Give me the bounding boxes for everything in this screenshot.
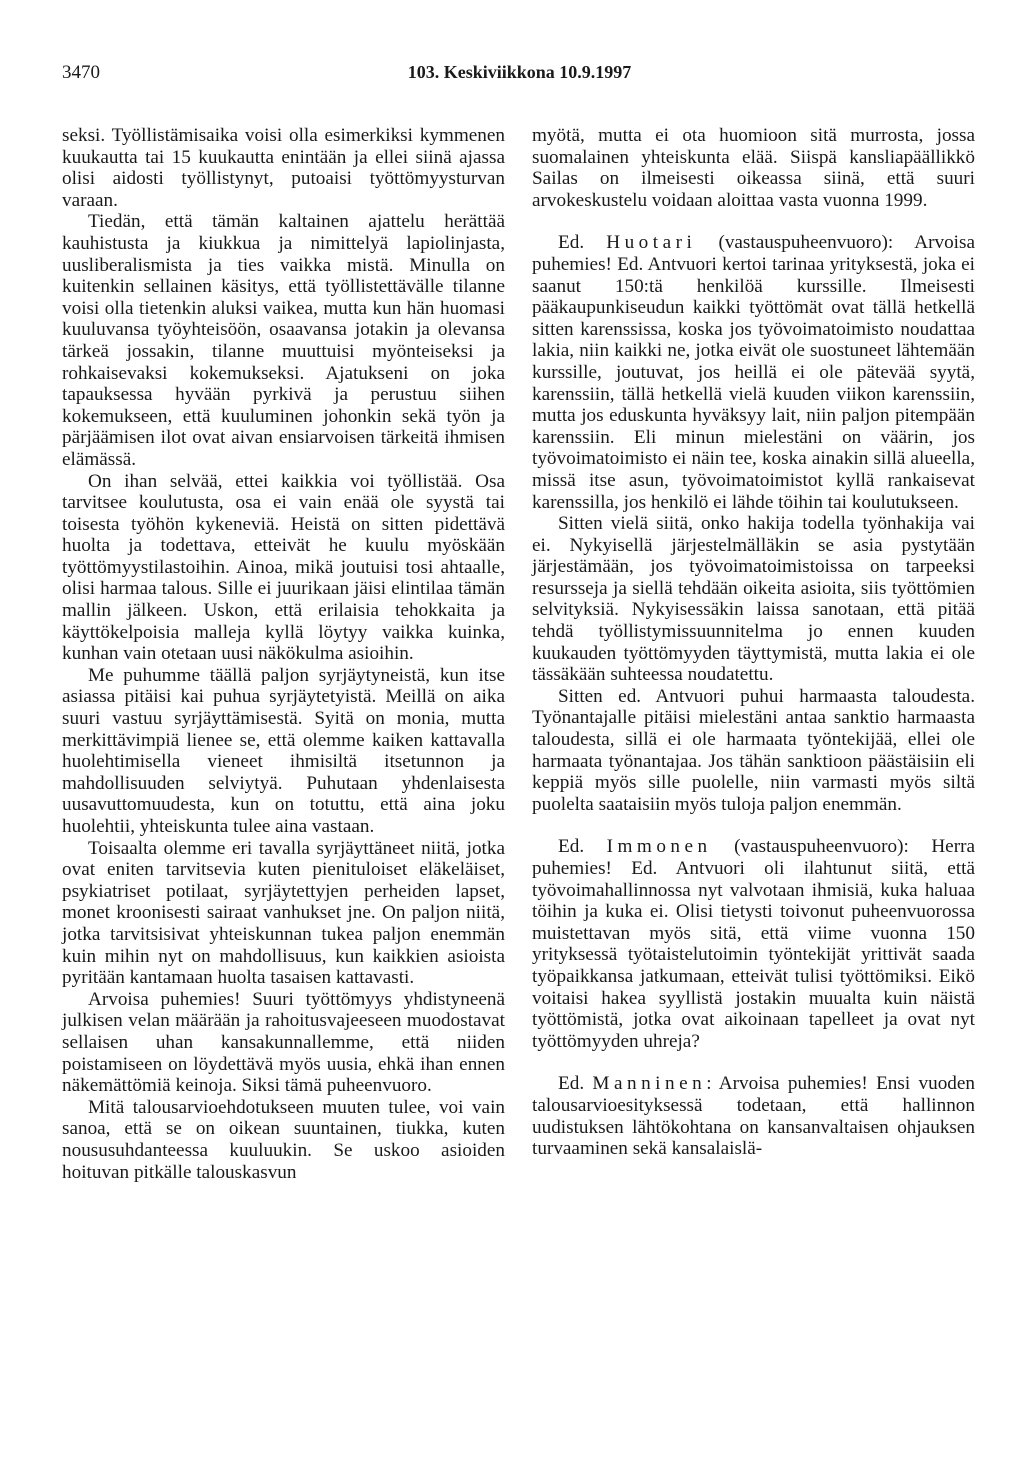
speech-manninen [532,1073,975,1159]
speaker-name: Manninen [592,1073,707,1095]
speaker-name: Huotari [606,232,697,254]
paragraph: Sitten vielä siitä, onko hakija todella työnhakija vai ei. Nykyisellä järjestelmälläkin se asia pystytään järjestämään, jos työvoimatoimistoissa on tarpeeksi resursseja ja siellä tehdään oikeita asioita, siis työttömien selvityksiä. Nykyisessäkin laissa sanotaan, että pitää tehdä työllistymissuunnitelma jo ennen kuuden kuukauden työttömyyden täyttymistä, mutta lakia ei ole tässäkään suhteessa noudatettu. [532,513,975,686]
paragraph: seksi. Työllistämisaika voisi olla esimerkiksi kymmenen kuukautta tai 15 kuukautta enintään ja ellei siinä ajassa olisi aidosti työllistynyt, putoaisi työttömyysturvan varaan. [62,125,505,211]
speech-text: : Arvoisa puhemies! Ensi vuoden talousarvioesityksessä todetaan, että hallinnon uudistuksen lähtökohtana on kansanvaltaisen ohjauksen turvaaminen sekä kansalaislä- [532,1073,975,1160]
paragraph: myötä, mutta ei ota huomioon sitä murrosta, jossa suomalainen yhteiskunta elää. Siispä kansliapäällikkö Sailas on ilmeisesti oikeassa siinä, että suuri arvokeskustelu voidaan aloittaa vasta vuonna 1999. [532,125,975,211]
speech-text: (vastauspuheenvuoro): Herra puhemies! Ed. Antvuori oli ilahtunut siitä, että työvoimahallinnossa nyt valvotaan ihmisiä, kuka haluaa töihin ja kuka ei. Olisi tietysti toivonut puheenvuorossa muistettavan myös sitä, että viime vuonna 150 yrityksessä työtaistelutoimin työntekijät yrittivät saada työpaikkansa jatkumaan, etteivät tulisi työttömiksi. Eikö voitaisi hakea syyllistä jostakin muualta kuin näistä työttömistä, jotka ovat aikoinaan tapelleet ja ovat nyt työttömyyden uhreja? [532,836,975,1052]
speaker-prefix: Ed. [558,1073,593,1095]
paragraph: Arvoisa puhemies! Suuri työttömyys yhdistyneenä julkisen velan määrään ja rahoitusvajeeseen muodostavat sellaisen uhan kansakunnallemme, että niiden poistamiseen on löydettävä myös uusia, ehkä ihan ennen näkemättömiä keinoja. Siksi tämä puheenvuoro. [62,988,505,1097]
running-head: 103. Keskiviikkona 10.9.1997 [407,62,632,82]
speaker-prefix: Ed. [558,232,607,254]
right-column [532,125,975,1160]
speech-immonen [532,836,975,1052]
left-column [62,125,505,1183]
paragraph: Tiedän, että tämän kaltainen ajattelu herättää kauhistusta ja kiukkua ja nimittelyä lapiolinjasta, uusliberalismista ja ties vaikka mistä. Minulla on kuitenkin sellainen käsitys, että työllistettävälle tilanne voisi olla tietenkin aluksi vaikea, mutta kun hän huomasi kuuluvansa työyhteisöön, osaavansa jotakin ja olevansa tärkeä jossakin, tilanne muuttuisi myönteiseksi ja rohkaisevaksi kokemukseksi. Ajatukseni on joka tapauksessa hyvään pyrkivä ja perustuu siihen kokemukseen, että kuuluminen johonkin sekä työn ja pärjäämisen ilot ovat aivan ensiarvoisen tärkeitä ihmisen elämässä. [62,211,505,470]
paragraph: Mitä talousarvioehdotukseen muuten tulee, voi vain sanoa, että se on oikean suuntainen, tiukka, kuten noususuhdanteessa kuuluukin. Se uskoo asioiden hoituvan pitkälle talouskasvun [62,1096,505,1183]
speech-text: (vastauspuheenvuoro): Arvoisa puhemies! Ed. Antvuori kertoi tarinaa yrityksestä, joka ei saanut 150:tä henkilöä kurssille. Ilmeisesti pääkaupunkiseudun kaikki työttömät ovat tällä hetkellä sitten karenssissa, koska jos työvoimatoimisto noudattaa lakia, niin kaikki ne, jotka eivät ole suostuneet lähtemään kurssille, joutuvat, jos heillä ei ole pätevää syytä, karenssiin, tällä hetkellä vielä kuuden viikon karenssiin, mutta jos eduskunta hyväksyy lait, niin paljon pitempään karenssiin. Eli minun mielestäni on väärin, jos työvoimatoimisto ei näin tee, koska ainakin sillä alueella, missä itse asun, työvoimatoimistot kyllä rankaisevat karenssilla, jos henkilö ei lähde töihin tai koulutukseen. [532,232,975,513]
speaker-prefix: Ed. [558,836,607,858]
speaker-name: Immonen [606,836,712,858]
speech-huotari [532,232,975,513]
paragraph: Toisaalta olemme eri tavalla syrjäyttäneet niitä, jotka ovat eniten tarvitsevia kuten pienituloiset eläkeläiset, psykiatriset potilaat, syrjäytettyjen perheiden lapset, monet kroonisesti sairaat vanhukset jne. On paljon niitä, jotka tarvitsisivat yhteiskunnan tukea paljon enemmän kuin mihin nyt on mahdollisuus, kun kaikkien asioista pyritään kantamaan huolta tasaisen kattavasti. [62,837,505,989]
page-header [62,62,977,86]
page-number: 3470 [62,62,100,83]
paragraph: Me puhumme täällä paljon syrjäytyneistä, kun itse asiassa pitäisi kai puhua syrjäytetyistä. Meillä on aika suuri vastuu syrjäyttämisestä. Syitä on monia, mutta merkittävimpiä lienee se, että olemme kaiken kattavalla huolehtimisella vieneet ihmisiltä itsetunnon ja mahdollisuuden selviytyä. Puhutaan yhdenlaisesta uusavuttomuudesta, kun on totuttu, että aina joku huolehtii, yhteiskunta tulee aina vastaan. [62,664,505,837]
paragraph: Sitten ed. Antvuori puhui harmaasta taloudesta. Työnantajalle pitäisi mielestäni antaa sanktio harmaasta taloudesta, sillä ei ole harmaata työntekijää, ellei ole harmaata työnantajaa. Jos tähän sanktioon päästäisiin eli keppiä myös sille puolelle, niin varmasti myös siltä puolelta saataisiin myös tuloja paljon enemmän. [532,685,975,815]
paragraph: On ihan selvää, ettei kaikkia voi työllistää. Osa tarvitsee koulutusta, osa ei vain enää ole syystä tai toisesta työhön kykeneviä. Heistä on sitten pidettävä huolta ja todettava, etteivät he kuulu myöskään työttömyystilastoihin. Ainoa, mikä joutuisi tosi ahtaalle, olisi harmaa talous. Sille ei juurikaan jäisi elintilaa tämän mallin jälkeen. Uskon, että erilaisia tehokkaita ja käyttökelpoisia malleja kyllä löytyy vaikka kuinka, kunhan vain otetaan uusi näkökulma asioihin. [62,470,505,665]
